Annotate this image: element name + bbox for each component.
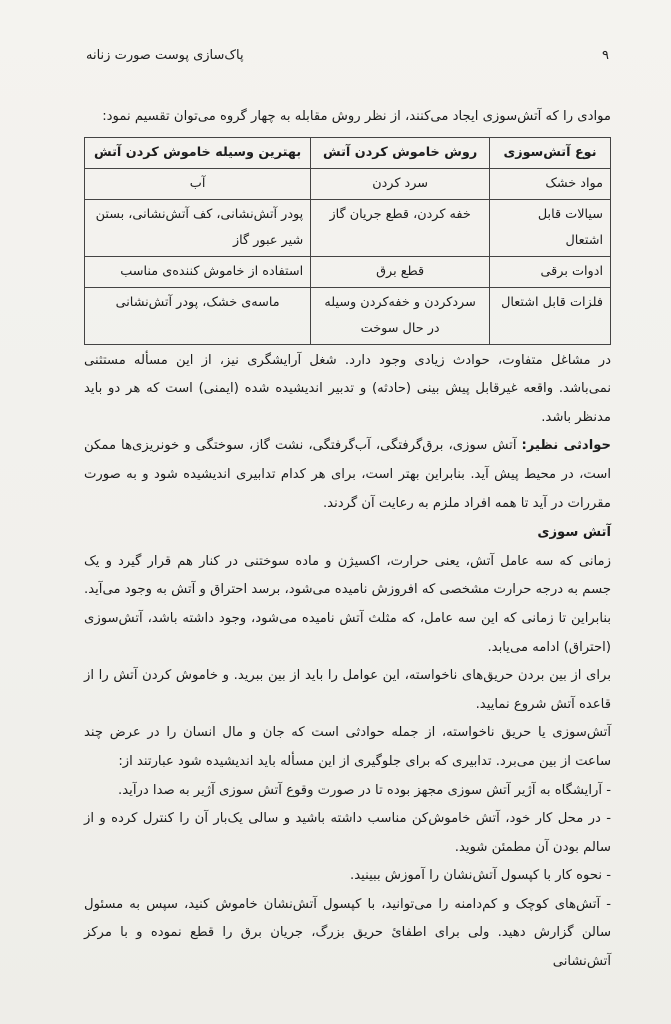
table-cell: ادوات برقی (490, 256, 611, 287)
running-title: پاک‌سازی پوست صورت زنانه (86, 48, 244, 63)
table-row (85, 168, 611, 199)
paragraph-fire-triangle: زمانی که سه عامل آتش، یعنی حرارت، اکسیژن و ماده سوختنی در کنار هم قرار گیرد و یک جسم به درجه حرارت مشخصی که افروزش نامیده می‌شود، برسد احتراق و آتش به وجود می‌آید. بنابراین تا زمانی که این سه عامل، که مثلث آتش نامیده می‌شود، وجود داشته باشد، آتش‌سوزی (احتراق) ادامه می‌یابد. (84, 553, 611, 655)
table-cell: استفاده از خاموش کننده‌ی مناسب (85, 256, 311, 287)
table-cell: سرد کردن (311, 168, 490, 199)
table-cell: سیالات قابل اشتعال (490, 199, 611, 256)
table-cell: قطع برق (311, 256, 490, 287)
section-heading-fire: آتش سوزی (537, 525, 611, 541)
table-cell: خفه کردن، قطع جریان گاز (311, 199, 490, 256)
table-cell: مواد خشک (490, 168, 611, 199)
page-content (84, 103, 611, 977)
table-cell: سردکردن و خفه‌کردن وسیله در حال سوخت (311, 287, 490, 344)
bullet-small-fires: - آتش‌های کوچک و کم‌دامنه را می‌توانید، با کپسول آتش‌نشان خاموش کنید، سپس به مسئول سالن گزارش دهید. ولی برای اطفائ حریق بزرگ، جریان برق را قطع نموده و با مرکز آتش‌نشانی (84, 896, 611, 970)
bullet-training: - نحوه کار با کپسول آتش‌نشان را آموزش ببینید. (350, 868, 611, 884)
paragraph-extinguish: برای از بین بردن حریق‌های ناخواسته، این عوامل را باید از بین ببرید. و خاموش کردن آتش را از قاعده آتش شروع نمایید. (84, 668, 611, 712)
table-header-cell: روش خاموش کردن آتش (311, 137, 490, 168)
table-row (85, 256, 611, 287)
fire-types-table-wrap (84, 137, 611, 345)
table-cell: فلزات قابل اشتعال (490, 287, 611, 344)
paragraph-precautions: آتش‌سوزی یا حریق ناخواسته، از جمله حوادثی است که جان و مال انسان را در عرض چند ساعت از بین می‌برد. تدابیری که برای جلوگیری از این مسأله باید اندیشیده شود عبارتند از: (84, 725, 611, 769)
bullet-extinguisher: - در محل کار خود، آتش خاموش‌کن مناسب داشته باشید و سالی یک‌بار آن را کنترل کرده و از سالم بودن آن مطمئن شوید. (84, 811, 611, 855)
table-cell: پودر آتش‌نشانی، کف آتش‌نشانی، بستن شیر عبور گاز (85, 199, 311, 256)
fire-types-table (84, 137, 611, 345)
intro-line: موادی را که آتش‌سوزی ایجاد می‌کنند، از نظر روش مقابله به چهار گروه می‌توان تقسیم نمود: (102, 109, 611, 124)
page-header (86, 48, 609, 63)
page-number: ۹ (602, 48, 609, 63)
paragraph-occupational-hazards: در مشاغل متفاوت، حوادث زیادی وجود دارد. شغل آرایشگری نیز، از این مسأله مستثنی نمی‌باشد. واقعه غیرقابل پیش بینی (حادثه) و تدبیر اندیشیده شده (ایمنی) است که هر دو باید مدنظر باشد. (84, 352, 611, 425)
bullet-alarm: - آرایشگاه به آژیر آتش سوزی مجهز بوده تا در صورت وقوع آتش سوزی آژیر به صدا درآید. (118, 782, 611, 798)
table-header-row (85, 137, 611, 168)
table-cell: ماسه‌ی خشک، پودر آتش‌نشانی (85, 287, 311, 344)
incidents-text: آتش سوزی، برق‌گرفتگی، آب‌گرفتگی، نشت گاز، سوختگی و خونریزی‌ها ممکن است، در محیط پیش آید. بنابراین بهتر است، برای هر کدام تدابیری اندیشیده شود و به صورت مقررات در آید تا همه افراد ملزم به رعایت آن گردند. (84, 438, 611, 511)
table-header-cell: بهترین وسیله خاموش کردن آتش (85, 137, 311, 168)
table-header-cell: نوع آتش‌سوزی (490, 137, 611, 168)
table-row (85, 199, 611, 256)
table-row (85, 287, 611, 344)
paragraph-incidents (84, 432, 611, 518)
incidents-lead: حوادثی نظیر: (521, 438, 611, 454)
table-cell: آب (85, 168, 311, 199)
